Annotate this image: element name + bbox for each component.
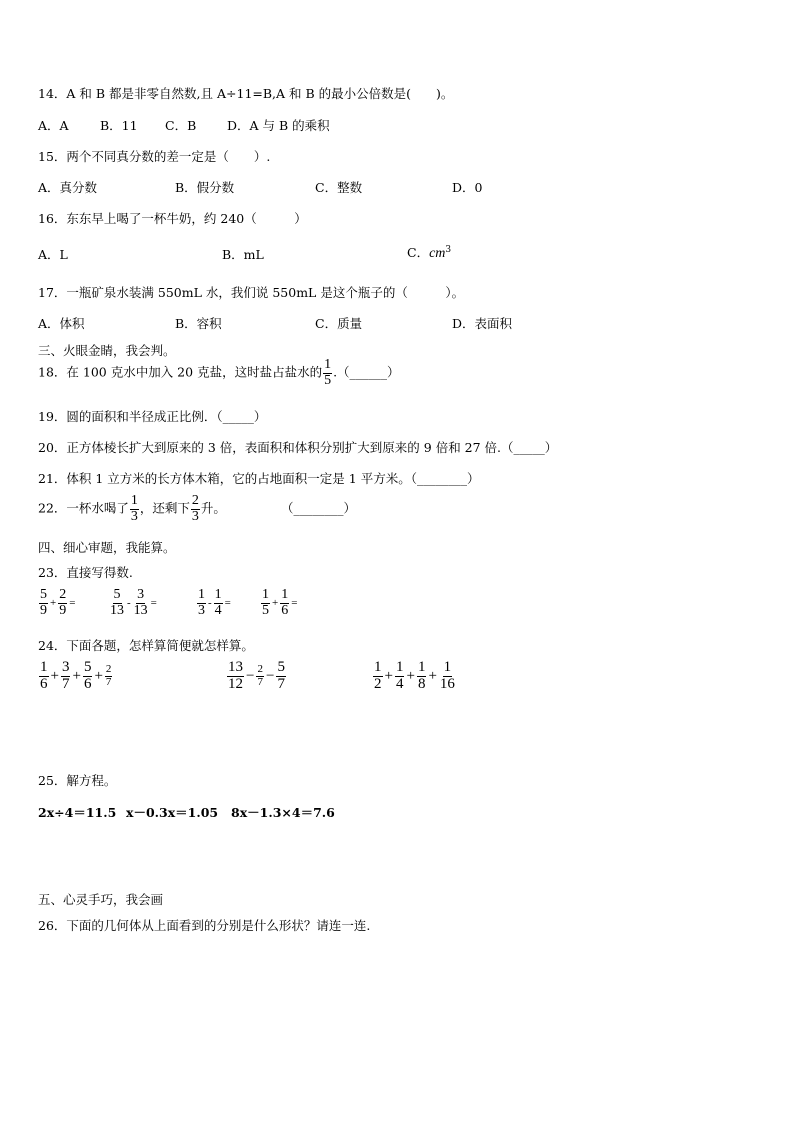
q23-item-2[interactable]	[108, 588, 158, 618]
q18-fraction	[323, 358, 332, 388]
q24-2-op2: −	[265, 667, 275, 684]
q16-option-c-label: C．	[407, 245, 430, 260]
q18-answer-blank[interactable]: .（______）	[333, 364, 400, 380]
q24-1-f2-num: 3	[61, 659, 70, 675]
q23-1-frac-a	[39, 588, 48, 618]
question-24-text: 24．下面各题，怎样算简便就怎样算。	[38, 638, 254, 653]
question-18	[38, 358, 400, 388]
q24-2-f2	[256, 664, 264, 688]
q24-1-f1-num: 1	[40, 659, 48, 675]
section-3-heading: 三、火眼金睛，我会判。	[38, 343, 176, 358]
question-26-text: 26．下面的几何体从上面看到的分别是什么形状？请连一连.	[38, 918, 371, 933]
q24-1-f1	[39, 660, 49, 693]
q22-after-text: 升。	[200, 500, 226, 516]
q23-2-a-den: 13	[110, 602, 124, 618]
question-23-text: 23．直接写得数.	[38, 565, 133, 580]
q24-1-f2	[61, 660, 71, 693]
question-17-text: 17．一瓶矿泉水装满 550mL 水，我们说 550mL 是这个瓶子的（ ）。	[38, 285, 465, 300]
q24-1-f4-den: 7	[105, 675, 112, 688]
q23-1-a-num: 5	[40, 587, 47, 602]
q18-fraction-den: 5	[324, 372, 332, 388]
question-24	[38, 636, 254, 654]
q16-option-a[interactable]: A．L	[38, 247, 68, 262]
q22-fraction-2-num: 2	[191, 493, 199, 508]
q24-expression-1[interactable]	[38, 660, 113, 693]
q24-3-f3-den: 8	[417, 675, 426, 692]
question-19	[38, 407, 266, 425]
q23-item-4[interactable]	[260, 588, 298, 618]
q24-1-op1: +	[50, 667, 59, 684]
q23-1-a-den: 9	[40, 602, 47, 618]
q16-option-c[interactable]	[407, 243, 451, 262]
q17-option-d[interactable]: D．表面积	[452, 316, 513, 331]
q22-fraction-1-num: 1	[130, 493, 138, 508]
question-23	[38, 563, 133, 581]
q24-2-op1: −	[246, 667, 255, 684]
section-5-heading: 五、心灵手巧，我会画	[38, 892, 164, 907]
question-15-text: 15．两个不同真分数的差一定是（ ）.	[38, 149, 271, 164]
q23-4-frac-a	[261, 588, 270, 618]
q23-3-frac-a	[197, 588, 206, 618]
q23-3-a-num: 1	[198, 587, 205, 602]
q17-option-c[interactable]: C．质量	[315, 316, 363, 331]
q15-option-a[interactable]: A．真分数	[38, 180, 98, 195]
q22-fraction-1	[130, 494, 139, 524]
q24-3-f3	[417, 660, 427, 693]
q23-1-b-num: 2	[59, 587, 67, 602]
q24-2-f1-den: 12	[228, 675, 243, 692]
question-20	[38, 438, 557, 456]
question-14	[38, 84, 453, 102]
q24-1-f3	[83, 660, 93, 693]
q22-middle-text: ，还剩下	[139, 500, 190, 516]
q24-3-f3-num: 1	[417, 659, 426, 675]
q24-3-op3: +	[428, 667, 437, 684]
question-21	[38, 469, 479, 487]
question-14-text: 14．A 和 B 都是非零自然数,且 A÷11=B,A 和 B 的最小公倍数是( )。	[38, 86, 454, 101]
q23-item-1[interactable]	[38, 588, 76, 618]
q17-option-b[interactable]: B．容积	[175, 316, 222, 331]
q23-4-op: +	[272, 597, 279, 610]
q23-2-eq: =	[150, 597, 157, 610]
q24-3-f2-num: 1	[395, 659, 404, 675]
q22-answer-blank[interactable]: （________）	[280, 500, 356, 516]
q23-3-b-den: 4	[214, 602, 222, 618]
q23-1-eq: =	[69, 597, 76, 610]
q24-2-f2-num: 2	[257, 663, 263, 676]
q24-1-f4	[105, 664, 113, 688]
q23-4-a-num: 1	[262, 587, 269, 602]
q23-2-frac-a	[109, 588, 125, 618]
q23-3-op: -	[208, 597, 212, 610]
q24-expression-3[interactable]	[372, 660, 457, 693]
q14-option-b[interactable]: B．11	[100, 118, 138, 133]
question-16	[38, 209, 307, 227]
question-22	[38, 494, 356, 524]
q24-3-f4-den: 16	[439, 675, 455, 692]
q23-4-frac-b	[280, 588, 289, 618]
q23-4-b-num: 1	[281, 587, 289, 602]
q23-2-op: -	[127, 597, 131, 610]
q24-3-op1: +	[384, 667, 393, 684]
q23-3-b-num: 1	[214, 587, 222, 602]
q23-2-b-num: 3	[137, 587, 145, 602]
q24-1-f2-den: 7	[61, 675, 70, 692]
q16-unit-exp: 3	[445, 244, 452, 255]
question-25	[38, 771, 116, 789]
q23-4-a-den: 5	[262, 602, 269, 618]
q24-2-f2-den: 7	[257, 675, 263, 688]
q24-3-f1-den: 2	[374, 675, 382, 692]
question-22-text: 22．一杯水喝了	[38, 500, 129, 516]
q23-2-b-den: 13	[133, 602, 148, 618]
q16-option-b[interactable]: B．mL	[222, 247, 264, 262]
question-18-text: 18．在 100 克水中加入 20 克盐，这时盐占盐水的	[38, 364, 323, 380]
question-26	[38, 916, 370, 934]
q24-1-f3-num: 5	[83, 659, 92, 675]
q15-option-c[interactable]: C．整数	[315, 180, 363, 195]
q18-fraction-num: 1	[324, 357, 332, 372]
q15-option-b[interactable]: B．假分数	[175, 180, 235, 195]
q23-1-b-den: 9	[59, 602, 67, 618]
q23-4-b-den: 6	[281, 602, 289, 618]
q24-3-f1-num: 1	[374, 659, 382, 675]
q24-1-f4-num: 2	[105, 663, 112, 676]
question-20-text: 20．正方体棱长扩大到原来的 3 倍，表面积和体积分别扩大到原来的 9 倍和 27 倍.（_____）	[38, 440, 558, 455]
q24-3-f1	[373, 660, 383, 693]
q23-1-frac-b	[58, 588, 67, 618]
q23-3-frac-b	[214, 588, 223, 618]
q24-3-op2: +	[406, 667, 415, 684]
question-25-text: 25．解方程。	[38, 773, 117, 788]
q23-4-eq: =	[291, 597, 298, 610]
question-15	[38, 147, 270, 165]
q24-3-f2-den: 4	[395, 675, 404, 692]
q23-3-eq: =	[224, 597, 231, 610]
q24-1-op3: +	[94, 667, 103, 684]
q24-3-f4-num: 1	[443, 659, 452, 675]
q25-equation-2[interactable]: x－0.3x＝1.05	[126, 805, 219, 820]
q25-equation-3[interactable]: 8x－1.3×4＝7.6	[231, 805, 335, 820]
q24-3-f2	[395, 660, 405, 693]
q25-equation-1[interactable]: 2x÷4＝11.5	[38, 805, 117, 820]
q14-option-a[interactable]: A．A	[38, 118, 69, 133]
q22-fraction-1-den: 3	[130, 508, 138, 524]
question-17	[38, 283, 464, 301]
q24-1-f1-den: 6	[40, 675, 48, 692]
q14-option-c[interactable]: C．B	[165, 118, 197, 133]
q23-2-frac-b	[133, 588, 149, 618]
q24-3-f4	[439, 660, 456, 693]
question-21-text: 21．体积 1 立方米的长方体木箱，它的占地面积一定是 1 平方米。（________）	[38, 471, 480, 486]
q24-2-f3	[276, 660, 286, 693]
q14-option-d[interactable]: D．A 与 B 的乘积	[227, 118, 330, 133]
q23-1-op: +	[50, 597, 57, 610]
q24-2-f1	[227, 660, 244, 693]
q24-1-op2: +	[72, 667, 81, 684]
q23-item-3[interactable]	[196, 588, 232, 618]
question-19-text: 19．圆的面积和半径成正比例．（_____）	[38, 409, 267, 424]
q15-option-d[interactable]: D．0	[452, 180, 483, 195]
q24-1-f3-den: 6	[83, 675, 92, 692]
q23-3-a-den: 3	[198, 602, 205, 618]
q22-fraction-2-den: 3	[191, 508, 199, 524]
q17-option-a[interactable]: A．体积	[38, 316, 85, 331]
question-16-text: 16．东东早上喝了一杯牛奶，约 240（ ）	[38, 211, 307, 226]
q24-2-f3-den: 7	[277, 675, 285, 692]
q24-expression-2[interactable]	[226, 660, 287, 693]
q24-2-f1-num: 13	[228, 659, 243, 675]
q22-fraction-2	[191, 494, 200, 524]
q23-2-a-num: 5	[113, 587, 121, 602]
section-4-heading: 四、细心审题，我能算。	[38, 540, 176, 555]
q24-2-f3-num: 5	[277, 659, 285, 675]
q16-unit-cm: cm	[429, 246, 446, 261]
